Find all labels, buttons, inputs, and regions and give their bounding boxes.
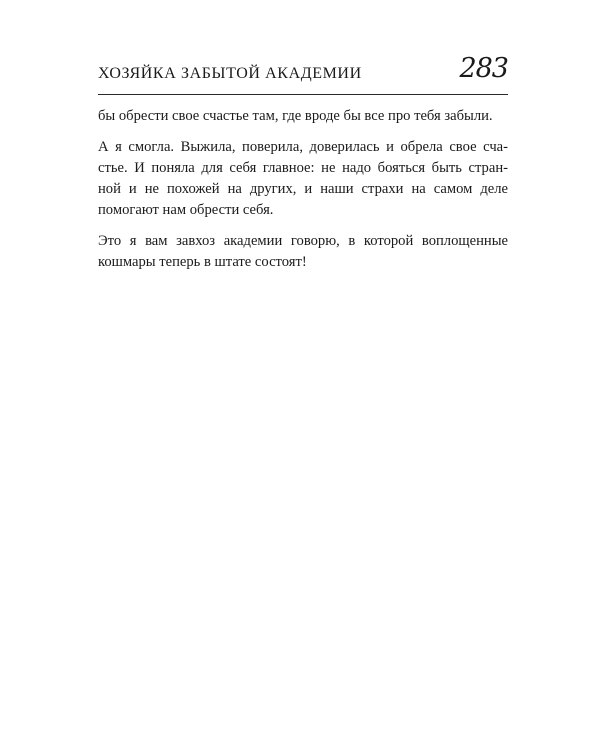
text-line: кошмары теперь в штате состоят!	[98, 254, 307, 270]
text-line: помогают нам обрести себя.	[98, 202, 274, 218]
text-line: Это я вам завхоз академии говорю, в которой воплощенные	[98, 233, 508, 249]
page-number: 283	[459, 53, 508, 84]
running-header	[98, 53, 508, 95]
text-line: бы обрести свое счастье там, где вроде бы все про тебя забыли.	[98, 108, 493, 124]
paragraph-3	[98, 231, 508, 273]
text-line: А я смогла. Выжила, поверила, доверилась и обрела свое сча-	[98, 139, 508, 155]
text-line: стье. И поняла для себя главное: не надо бояться быть стран-	[98, 160, 508, 176]
text-line: ной и не похожей на других, и наши страхи на самом деле	[98, 181, 508, 197]
book-title: ХОЗЯЙКА ЗАБЫТОЙ АКАДЕМИИ	[98, 65, 362, 82]
paragraph-1	[98, 106, 508, 127]
paragraph-2	[98, 137, 508, 221]
body-text	[98, 106, 508, 283]
